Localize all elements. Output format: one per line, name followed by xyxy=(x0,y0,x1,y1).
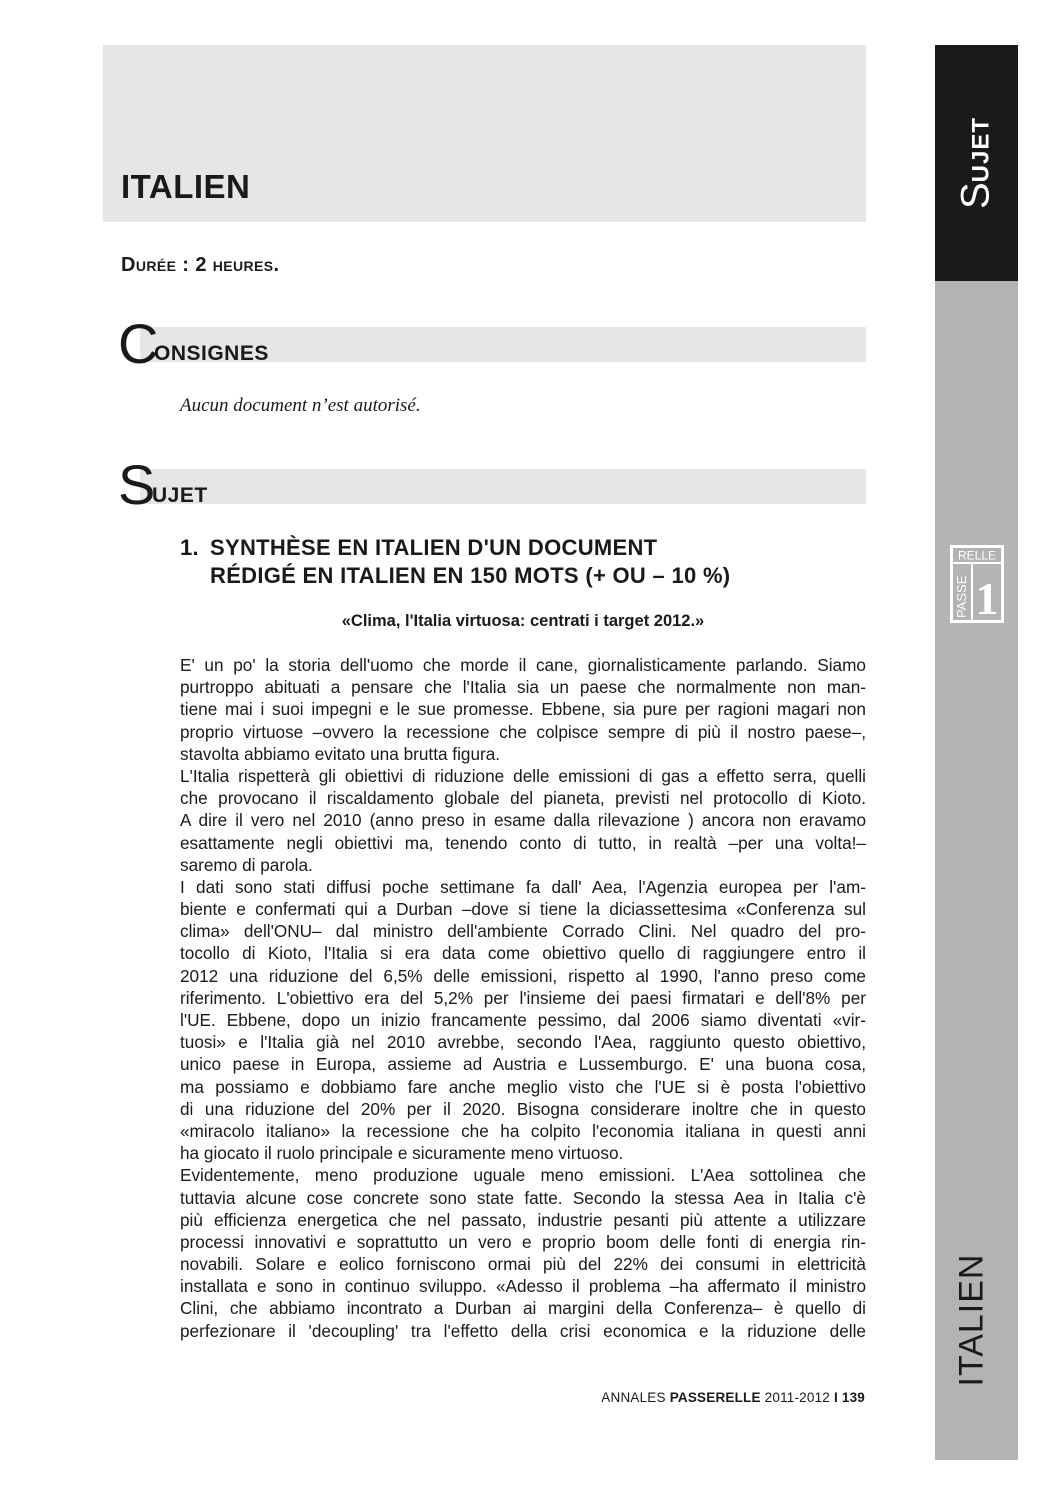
instructions-text: Aucun document n’est autorisé. xyxy=(180,395,421,416)
body-line: esattamente negli obiettivi ma, tenendo conto di tutto, in realtà –per una volta!– xyxy=(180,832,866,853)
page-number: 139 xyxy=(841,1390,865,1405)
body-line: Evidentemente, meno produzione uguale meno emissioni. L'Aea sottolinea che xyxy=(180,1165,866,1186)
body-line: perfezionare il 'decoupling' tra l'effetto della crisi economica e la riduzione delle xyxy=(180,1320,866,1341)
body-line: tuosi» e l'Italia già nel 2010 avrebbe, secondo l'Aea, raggiunto questo obiettivo, xyxy=(180,1032,866,1053)
body-line: l'UE. Ebbene, dopo un inizio francamente pessimo, dal 2006 siamo diventati «vir- xyxy=(180,1010,866,1030)
body-line: ma possiamo e dobbiamo fare anche meglio visto che l'UE si è posta l'obiettivo xyxy=(180,1076,866,1097)
passerelle-logo-icon xyxy=(950,545,1004,623)
body-line: tiene mai i suoi impegni e le sue promesse. Ebbene, sia pure per ragioni magari non xyxy=(180,699,866,720)
sidebar-sujet-rest: UJET xyxy=(967,116,995,183)
body-line: saremo di parola. xyxy=(180,854,313,875)
body-line: novabili. Solare e eolico forniscono ormai più del 22% dei consumi in elettricità xyxy=(180,1254,866,1275)
body-line: «miracolo italiano» la recessione che ha colpito l'economia italiana in questi anni xyxy=(180,1120,866,1141)
body-line: che provocano il riscaldamento globale del pianeta, previsti nel protocollo di Kioto. xyxy=(180,788,866,809)
body-line: stavolta abbiamo evitato una brutta figura. xyxy=(180,743,501,764)
footer-prefix: ANNALES xyxy=(601,1390,666,1405)
footer-years: 2011-2012 xyxy=(764,1390,831,1405)
body-line: L'Italia rispetterà gli obiettivi di riduzione delle emissioni di gas a effetto serra, quelli xyxy=(180,765,866,786)
body-line: Clini, che abbiamo incontrato a Durban ai margini della Conferenza– è quello di xyxy=(180,1298,866,1319)
logo-top-text: RELLE xyxy=(957,548,997,563)
document-title: «Clima, l'Italia virtuosa: centrati i target 2012.» xyxy=(341,612,705,630)
question-number: 1. xyxy=(180,535,199,560)
logo-number: 1 xyxy=(975,573,999,623)
page-title: ITALIEN xyxy=(121,168,251,205)
body-line: purtroppo abituati a pensare che l'Italia sia un paese che normalmente non man- xyxy=(180,677,866,698)
body-line: ha giocato il ruolo principale e sicuramente meno virtuoso. xyxy=(180,1143,624,1164)
body-line: di una riduzione del 20% per il 2020. Bisogna considerare inoltre che in questo xyxy=(180,1098,866,1119)
body-line: A dire il vero nel 2010 (anno preso in esame dalla rilevazione ) ancora non eravamo xyxy=(180,810,866,831)
duration-label: Durée : 2 heures. xyxy=(121,254,280,276)
logo-side-text: PASSE xyxy=(954,575,969,618)
body-line: tocollo di Kioto, l'Italia si era data come obiettivo quello di raggiungere entro il xyxy=(180,943,866,964)
consignes-heading: ONSIGNES xyxy=(154,342,269,365)
body-line: I dati sono stati diffusi poche settimane fa dall' Aea, l'Agenzia europea per l'am- xyxy=(180,876,866,897)
body-line: tuttavia alcune cose concrete sono state fatte. Secondo la stessa Aea in Italia c'è xyxy=(180,1187,866,1208)
sujet-heading: UJET xyxy=(152,484,208,507)
consignes-initial: C xyxy=(118,312,159,375)
sidebar-sujet-initial: S xyxy=(953,182,998,210)
sujet-initial: S xyxy=(118,453,156,516)
sidebar-subject-label: ITALIEN xyxy=(952,1253,991,1387)
question-line-1: SYNTHÈSE EN ITALIEN D'UN DOCUMENT xyxy=(210,535,658,560)
sujet-band xyxy=(140,469,866,504)
body-line: processi innovativi e soprattutto un vero e proprio boom delle fonti di energia rin- xyxy=(180,1231,866,1252)
question-line-2: RÉDIGÉ EN ITALIEN EN 150 MOTS (+ OU – 10 %) xyxy=(210,563,731,588)
body-line: più efficienza energetica che nel passato, industrie pesanti più attente a utilizzare xyxy=(180,1209,866,1230)
sidebar-sujet-label xyxy=(954,117,999,209)
document-body xyxy=(180,654,866,1342)
body-line: E' un po' la storia dell'uomo che morde il cane, giornalisticamente parlando. Siamo xyxy=(180,655,866,675)
body-line: unico paese in Europa, assieme ad Austria e Lussemburgo. E' una buona cosa, xyxy=(180,1054,866,1075)
body-line: 2012 una riduzione del 6,5% delle emissioni, rispetto al 1990, l'anno preso come xyxy=(180,965,866,986)
question-title xyxy=(180,534,870,590)
footer-separator: I xyxy=(833,1390,838,1405)
footer-brand: PASSERELLE xyxy=(669,1390,761,1405)
page-footer xyxy=(601,1390,865,1405)
body-line: proprio virtuose –ovvero la recessione che colpisce sempre di più il nostro paese–, xyxy=(180,721,866,742)
body-line: clima» dell'ONU– dal ministro dell'ambiente Corrado Clini. Nel quadro del pro- xyxy=(180,921,866,942)
body-line: riferimento. L'obiettivo era del 5,2% per l'insieme dei paesi firmatari e dell'8% per xyxy=(180,987,866,1008)
body-line: installata e sono in continuo sviluppo. «Adesso il problema –ha affermato il ministro xyxy=(180,1276,866,1297)
body-line: biente e confermati qui a Durban –dove si tiene la diciassettesima «Conferenza sul xyxy=(180,899,866,920)
